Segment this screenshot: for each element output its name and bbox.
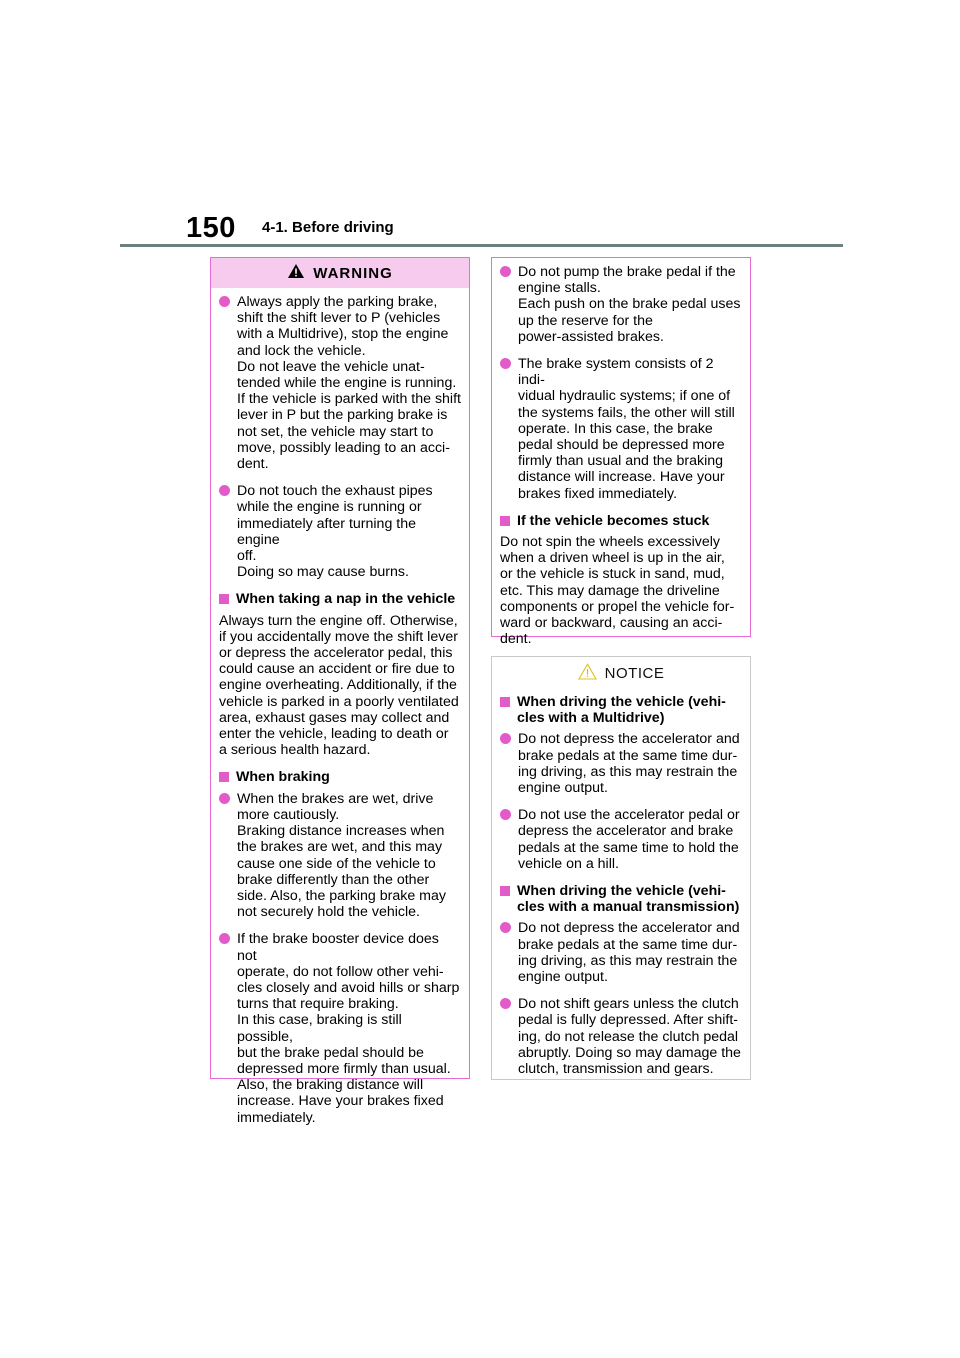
text-line: The brake system consists of 2 indi- — [518, 356, 714, 389]
text-line: Do not spin the wheels excessively — [500, 534, 721, 551]
bullet-dot-icon — [219, 933, 230, 944]
bullet-dot-icon — [500, 358, 511, 369]
text-line: brakes fixed immediately. — [518, 485, 678, 502]
text-line: brake differently than the other — [237, 871, 430, 888]
text-line: pedals at the same time to hold the — [518, 839, 739, 856]
bullet-item — [500, 731, 742, 796]
page-number: 150 — [186, 212, 236, 244]
bullet-item — [500, 807, 742, 872]
text-line: brake pedals at the same time dur- — [518, 936, 738, 953]
bullet-dot-icon — [500, 266, 511, 277]
text-line: Always turn the engine off. Otherwise, — [219, 612, 458, 629]
text-line: pedal should be depressed more — [518, 437, 725, 454]
text-line: Doing so may cause burns. — [237, 564, 409, 581]
notice-content — [492, 688, 750, 1077]
warning-triangle-icon — [287, 263, 305, 283]
text-line: depressed more firmly than usual. — [237, 1060, 451, 1077]
bullet-dot-icon — [219, 485, 230, 496]
text-line: When the brakes are wet, drive — [237, 790, 434, 807]
text-line: abruptly. Doing so may damage the — [518, 1044, 741, 1061]
heading-text — [517, 694, 742, 726]
square-bullet-icon — [219, 594, 229, 604]
warning-box-left — [210, 257, 470, 1126]
text-line: the brakes are wet, and this may — [237, 839, 443, 856]
text-line: side. Also, the parking brake may — [237, 887, 446, 904]
text-line: engine overheating. Additionally, if the — [219, 677, 457, 694]
bullet-text — [518, 996, 742, 1077]
text-line: When driving the vehicle (vehi- — [517, 694, 726, 710]
text-line: while the engine is running or — [237, 499, 422, 516]
text-line: brake pedals at the same time dur- — [518, 747, 738, 764]
text-line: ing, do not release the clutch pedal — [518, 1028, 739, 1045]
text-line: Do not depress the accelerator and — [518, 920, 740, 937]
text-line: cause one side of the vehicle to — [237, 855, 436, 872]
text-line: up the reserve for the — [518, 312, 653, 329]
text-line: pedal is fully depressed. After shift- — [518, 1012, 739, 1029]
text-line: enter the vehicle, leading to death or — [219, 726, 449, 743]
warning-title: WARNING — [313, 264, 393, 282]
bullet-text — [237, 931, 461, 1125]
warning-right-content — [492, 258, 750, 647]
text-line: or the vehicle is stuck in sand, mud, — [500, 566, 725, 583]
text-line: Always apply the parking brake, — [237, 294, 438, 310]
text-line: increase. Have your brakes fixed — [237, 1093, 444, 1110]
text-line: shift the shift lever to P (vehicles — [237, 310, 441, 327]
text-line: operate. In this case, the brake — [518, 420, 713, 437]
text-line: cles closely and avoid hills or sharp — [237, 979, 460, 996]
subsection-heading — [500, 513, 742, 529]
text-line: distance will increase. Have your — [518, 469, 725, 486]
text-line: Do not pump the brake pedal if the — [518, 264, 736, 280]
text-line: Each push on the brake pedal uses — [518, 296, 741, 313]
text-line: the systems fails, the other will still — [518, 404, 735, 421]
notice-triangle-icon — [578, 663, 597, 684]
paragraph — [500, 534, 742, 647]
text-line: operate, do not follow other vehi- — [237, 963, 444, 980]
text-line: firmly than usual and the braking — [518, 453, 724, 470]
bullet-item — [219, 791, 461, 921]
text-line: components or propel the vehicle for- — [500, 598, 735, 615]
text-line: lever in P but the parking brake is — [237, 407, 448, 424]
text-line: off. — [237, 548, 257, 565]
bullet-item — [500, 996, 742, 1077]
bullet-text — [518, 920, 742, 985]
warning-box-right — [491, 257, 751, 648]
text-line: clutch, transmission and gears. — [518, 1061, 714, 1078]
subsection-heading — [500, 694, 742, 726]
text-line: vehicle on a hill. — [518, 855, 619, 872]
bullet-dot-icon — [500, 922, 511, 933]
square-bullet-icon — [500, 697, 510, 707]
text-line: vidual hydraulic systems; if one of — [518, 388, 731, 405]
text-line: ing driving, as this may restrain the — [518, 952, 738, 969]
heading-text — [236, 769, 461, 785]
warning-left-content — [211, 288, 469, 1126]
text-line: but the brake pedal should be — [237, 1044, 424, 1061]
text-line: vehicle is parked in a poorly ventilated — [219, 693, 459, 710]
notice-title: NOTICE — [604, 664, 665, 682]
text-line: dent. — [237, 456, 269, 473]
text-line: with a Multidrive), stop the engine — [237, 326, 449, 343]
text-line: when a driven wheel is up in the air, — [500, 550, 725, 567]
text-line: etc. This may damage the driveline — [500, 582, 720, 599]
text-line: engine stalls. — [518, 280, 601, 297]
text-line: could cause an accident or fire due to — [219, 661, 455, 678]
section-title: 4-1. Before driving — [262, 219, 394, 236]
paragraph — [219, 613, 461, 759]
text-line: Do not shift gears unless the clutch — [518, 996, 739, 1013]
warning-header — [211, 258, 469, 288]
text-line: ing driving, as this may restrain the — [518, 763, 738, 780]
bullet-item — [219, 483, 461, 580]
text-line: Do not leave the vehicle unat- — [237, 358, 425, 375]
header-divider — [120, 244, 843, 247]
text-line: tended while the engine is running. — [237, 375, 457, 392]
square-bullet-icon — [500, 516, 510, 526]
notice-box — [491, 656, 751, 1080]
text-line: a serious health hazard. — [219, 742, 371, 759]
text-line: not set, the vehicle may start to — [237, 423, 434, 440]
text-line: Braking distance increases when — [237, 823, 445, 840]
bullet-item — [500, 920, 742, 985]
text-line: Do not use the accelerator pedal or — [518, 807, 740, 824]
bullet-dot-icon — [500, 809, 511, 820]
heading-text — [517, 883, 742, 915]
text-line: Do not depress the accelerator and — [518, 731, 740, 748]
square-bullet-icon — [219, 772, 229, 782]
text-line: In this case, braking is still possible, — [237, 1012, 402, 1045]
heading-text — [236, 591, 461, 607]
text-line: If the brake booster device does not — [237, 931, 439, 964]
text-line: immediately after turning the engine — [237, 515, 417, 548]
bullet-text — [518, 356, 742, 502]
bullet-dot-icon — [219, 793, 230, 804]
bullet-text — [518, 264, 742, 345]
text-line: depress the accelerator and brake — [518, 823, 734, 840]
bullet-text — [237, 294, 461, 472]
bullet-dot-icon — [500, 733, 511, 744]
text-line: move, possibly leading to an acci- — [237, 439, 450, 456]
bullet-item — [500, 356, 742, 502]
text-line: Also, the braking distance will — [237, 1077, 424, 1094]
text-line: When braking — [236, 769, 330, 786]
bullet-item — [500, 264, 742, 345]
text-line: If the vehicle becomes stuck — [517, 512, 710, 529]
text-line: immediately. — [237, 1109, 316, 1126]
text-line: dent. — [500, 631, 532, 648]
notice-header — [492, 658, 750, 688]
text-line: more cautiously. — [237, 806, 340, 823]
bullet-item — [219, 294, 461, 472]
text-line: area, exhaust gases may collect and — [219, 709, 450, 726]
bullet-item — [219, 931, 461, 1125]
text-line: If the vehicle is parked with the shift — [237, 391, 461, 408]
bullet-dot-icon — [219, 296, 230, 307]
text-line: not securely hold the vehicle. — [237, 904, 420, 921]
text-line: and lock the vehicle. — [237, 342, 366, 359]
text-line: When taking a nap in the vehicle — [236, 591, 456, 608]
text-line: When driving the vehicle (vehi- — [517, 883, 726, 900]
text-line: power-assisted brakes. — [518, 328, 664, 345]
text-line: ward or backward, causing an acci- — [500, 615, 723, 632]
subsection-heading — [500, 883, 742, 915]
bullet-text — [518, 807, 742, 872]
text-line: if you accidentally move the shift lever — [219, 628, 458, 645]
bullet-dot-icon — [500, 998, 511, 1009]
text-line: cles with a manual transmission) — [517, 899, 740, 916]
bullet-text — [518, 731, 742, 796]
text-line: engine output. — [518, 780, 608, 797]
bullet-text — [237, 791, 461, 921]
bullet-text — [237, 483, 461, 580]
heading-text — [517, 513, 742, 529]
subsection-heading — [219, 769, 461, 785]
text-line: turns that require braking. — [237, 996, 399, 1013]
text-line: or depress the accelerator pedal, this — [219, 645, 453, 662]
square-bullet-icon — [500, 886, 510, 896]
subsection-heading — [219, 591, 461, 607]
text-line: cles with a Multidrive) — [517, 710, 665, 727]
text-line: engine output. — [518, 969, 608, 986]
text-line: Do not touch the exhaust pipes — [237, 483, 433, 500]
